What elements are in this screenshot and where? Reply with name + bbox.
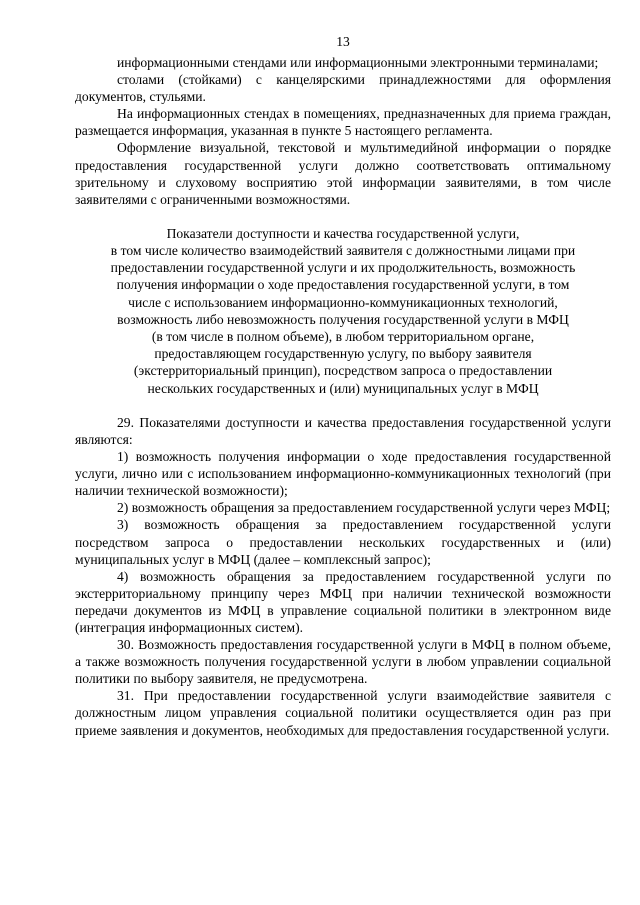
heading-line: возможность либо невозможность получения государственной услуги в МФЦ <box>117 311 569 327</box>
heading-line: (экстерриториальный принцип), посредством запроса о предоставлении <box>133 363 553 379</box>
heading-line: нескольких государственных и (или) муниципальных услуг в МФЦ <box>147 380 539 396</box>
list-item-2: 2) возможность обращения за предоставлением государственной услуги через МФЦ; <box>117 500 611 516</box>
list-item-4: 4) возможность обращения за предоставлением государственной услуги по экстерриториальному принципу через МФЦ при наличии технической возможности передачи документов из МФЦ в управление социальной политики в электронном виде (интеграция информационных систем). <box>75 568 611 635</box>
heading-line: предоставляющем государственную услугу, по выбору заявителя <box>154 346 532 362</box>
section-heading <box>75 225 611 397</box>
paragraph-info-terminals: информационными стендами или информационными электронными терминалами; <box>117 55 599 70</box>
list-item-3: 3) возможность обращения за предоставлением государственной услуги посредством запроса о предоставлении нескольких государственных и (или) муниципальных услуг в МФЦ (далее – комплексный запрос); <box>75 517 611 567</box>
paragraph-30: 30. Возможность предоставления государственной услуги в МФЦ в полном объеме, а также возможность получения государственной услуги в любом управлении социальной политики по выбору заявителя, не предусмотрена. <box>75 637 611 687</box>
document-page <box>75 33 611 739</box>
heading-line: предоставлении государственной услуги и их продолжительность, возможность <box>110 260 576 276</box>
list-item-1: 1) возможность получения информации о ходе предоставления государственной услуги, лично или с использованием информационно-коммуникационных технологий (при наличии технической возможности); <box>75 449 611 499</box>
heading-line: (в том числе в полном объеме), в любом территориальном органе, <box>151 329 535 345</box>
paragraph-info-design: Оформление визуальной, текстовой и мультимедийной информации о порядке предоставления государственной услуги должно соответствовать оптимальному зрительному и слуховому восприятию этой информации заявителями, в том числе заявителями с ограниченными возможностями. <box>75 140 611 207</box>
spacer <box>75 208 611 225</box>
paragraph-tables-stands: столами (стойками) с канцелярскими принадлежностями для оформления документов, стульями. <box>75 72 611 105</box>
heading-line: числе с использованием информационно-коммуникационных технологий, <box>128 294 558 310</box>
spacer <box>75 397 611 414</box>
paragraph-29: 29. Показателями доступности и качества предоставления государственной услуги являются: <box>75 414 611 447</box>
heading-line: Показатели доступности и качества государственной услуги, <box>166 225 520 241</box>
paragraph-info-stands: На информационных стендах в помещениях, предназначенных для приема граждан, размещается информация, указанная в пункте 5 настоящего регламента. <box>75 106 611 139</box>
heading-line: получения информации о ходе предоставления государственной услуги, в том <box>116 277 570 293</box>
page-number: 13 <box>336 34 350 49</box>
paragraph-31: 31. При предоставлении государственной услуги взаимодействие заявителя с должностным лицом управления социальной политики осуществляется один раз при приеме заявления и документов, необходимых для предоставления государственной услуги. <box>75 688 611 738</box>
heading-line: в том числе количество взаимодействий заявителя с должностными лицами при <box>110 243 576 259</box>
